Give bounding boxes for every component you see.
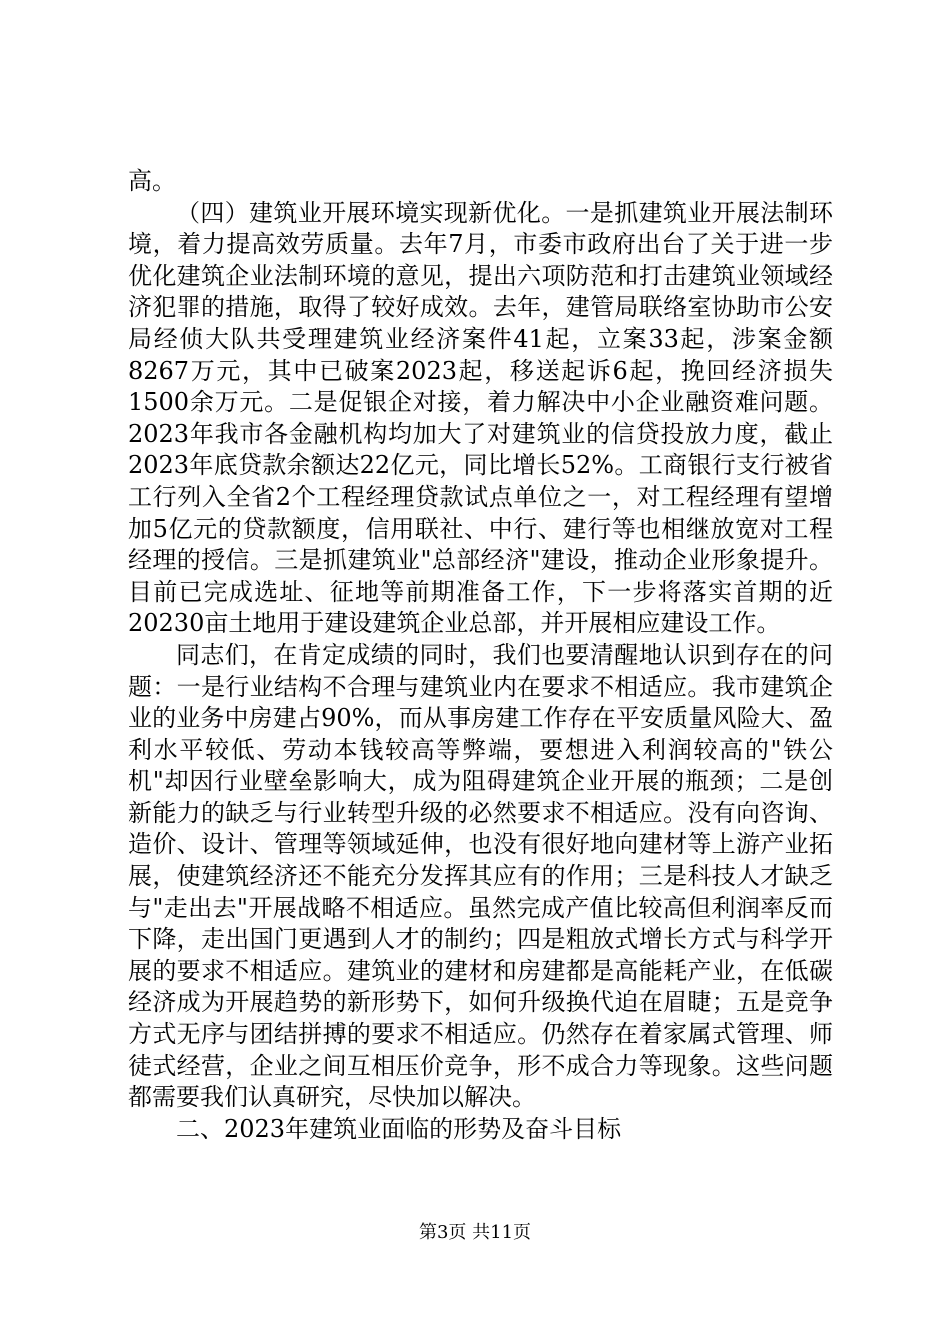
paragraph-section-four: （四）建筑业开展环境实现新优化。一是抓建筑业开展法制环境，着力提高效劳质量。去年7月，市委市政府出台了关于进一步优化建筑企业法制环境的意见，提出六项防范和打击建筑业领域经济犯罪的措施，取得了较好成效。去年，建管局联络室协助市公安局经侦大队共受理建筑业经济案件41起，立案33起，涉案金额8267万元，其中已破案2023起，移送起诉6起，挽回经济损失1500余万元。二是促银企对接，着力解决中小企业融资难问题。2023年我市各金融机构均加大了对建筑业的信贷投放力度，截止2023年底贷款余额达22亿元，同比增长52%。工商银行支行被省工行列入全省2个工程经理贷款试点单位之一，对工程经理有望增加5亿元的贷款额度，信用联社、中行、建行等也相继放宽对工程经理的授信。三是抓建筑业"总部经济"建设，推动企业形象提升。目前已完成选址、征地等前期准备工作，下一步将落实首期的近20230亩土地用于建设建筑企业总部，并开展相应建设工作。 — [128, 198, 833, 638]
paragraph-problems: 同志们，在肯定成绩的同时，我们也要清醒地认识到存在的问题：一是行业结构不合理与建筑业内在要求不相适应。我市建筑企业的业务中房建占90%，而从事房建工作存在平安质量风险大、盈利水平较低、劳动本钱较高等弊端，要想进入利润较高的"铁公机"却因行业壁垒影响大，成为阻碍建筑企业开展的瓶颈；二是创新能力的缺乏与行业转型升级的必然要求不相适应。没有向咨询、造价、设计、管理等领域延伸，也没有很好地向建材等上游产业拓展，使建筑经济还不能充分发挥其应有的作用；三是科技人才缺乏与"走出去"开展战略不相适应。虽然完成产值比较高但利润率反而下降，走出国门更遇到人才的制约；四是粗放式增长方式与科学开展的要求不相适应。建筑业的建材和房建都是高能耗产业，在低碳经济成为开展趋势的新形势下，如何升级换代迫在眉睫；五是竞争方式无序与团结拼搏的要求不相适应。仍然存在着家属式管理、师徒式经营，企业之间互相压价竞争，形不成合力等现象。这些问题都需要我们认真研究，尽快加以解决。 — [128, 640, 833, 1112]
page-footer: 第3页 共11页 — [418, 1222, 532, 1243]
paragraph-continuation: 高。 — [128, 167, 176, 195]
document-body — [128, 166, 833, 1145]
section-heading-two: 二、2023年建筑业面临的形势及奋斗目标 — [176, 1114, 622, 1143]
